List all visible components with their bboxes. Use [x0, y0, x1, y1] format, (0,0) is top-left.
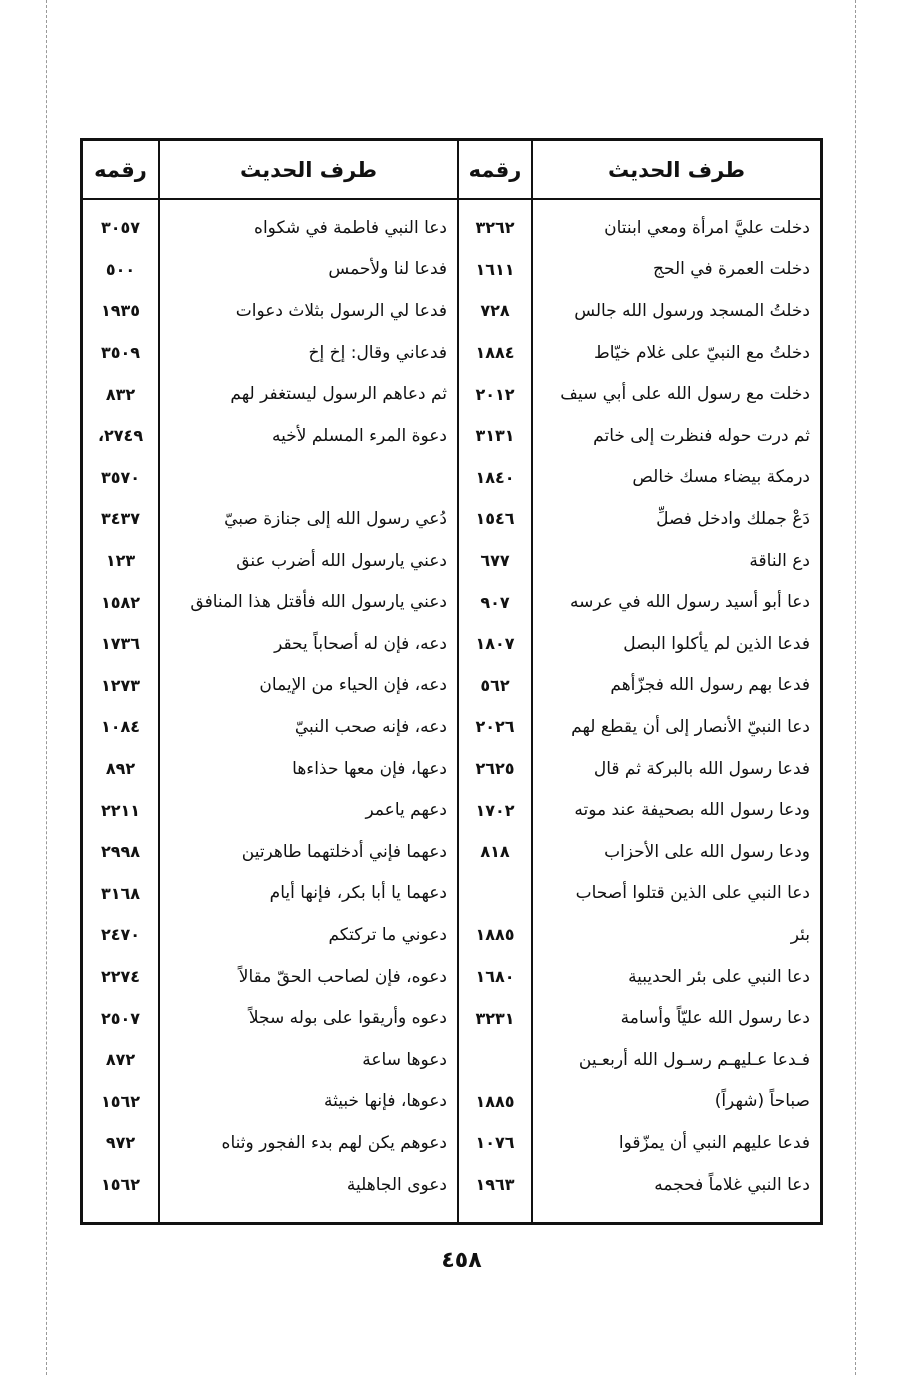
hadith-text-right: دعا أبو أسيد رسول الله في عرسه	[570, 592, 810, 613]
hadith-number-right: ١٨٠٧	[475, 634, 515, 654]
hadith-text-left: دعوى الجاهلية	[346, 1174, 447, 1195]
hadith-number-right: ٢٦٢٥	[475, 759, 515, 779]
page-number: ٤٥٨	[441, 1248, 482, 1273]
hadith-text-left: دعوها ساعة	[362, 1049, 447, 1070]
hadith-text-left	[160, 457, 457, 499]
header-hadith-text-right: طرف الحديث	[608, 157, 746, 182]
hadith-number-left: ١٠٨٤	[100, 717, 141, 737]
hadith-text-left: دعا النبي فاطمة في شكواه	[254, 217, 447, 238]
hadith-number-left: ٢٤٧٠	[100, 925, 141, 945]
table-row	[83, 290, 820, 332]
hadith-text-right: دعا النبي على الذين قتلوا أصحاب	[575, 883, 810, 904]
hadith-text-left: دعني يارسول الله أضرب عنق	[236, 550, 447, 571]
crop-mark-left	[46, 0, 47, 1375]
hadith-text-right: درمكة بيضاء مسك خالص	[632, 467, 810, 488]
hadith-number-left: ٢٥٠٧	[100, 1008, 141, 1028]
table-row	[83, 207, 820, 249]
hadith-number-right: ٢٠٢٦	[475, 717, 515, 737]
table-row	[83, 457, 820, 499]
hadith-text-left: دعني يارسول الله فأقتل هذا المنافق	[190, 592, 447, 613]
table-row	[83, 249, 820, 291]
table-row	[83, 332, 820, 374]
table-row	[83, 373, 820, 415]
table-row	[83, 1164, 820, 1206]
table-row	[83, 956, 820, 998]
table-row	[83, 706, 820, 748]
hadith-number-left: ١٧٣٦	[100, 634, 141, 654]
table-row	[83, 1081, 820, 1123]
header-number-left: رقمه	[94, 157, 147, 182]
hadith-text-left: دعوه وأريقوا على بوله سجلاً	[248, 1008, 447, 1029]
hadith-text-left: دعه، فإن له أصحاباً يحقر	[274, 633, 447, 654]
hadith-text-right: فدعا عليهم النبي أن يمزّقوا	[618, 1132, 810, 1153]
hadith-text-right: دعا رسول الله عليّاً وأسامة	[620, 1008, 810, 1029]
hadith-number-right: ٦٧٧	[480, 551, 510, 571]
table-row	[83, 581, 820, 623]
hadith-text-left: دعوة المرء المسلم لأخيه	[271, 425, 447, 446]
hadith-text-right: فدعا رسول الله بالبركة ثم قال	[593, 758, 810, 779]
hadith-number-left: ١٩٣٥	[100, 301, 141, 321]
hadith-number-right	[459, 1039, 531, 1081]
hadith-number-left: ٢٩٩٨	[100, 842, 141, 862]
table-row	[83, 623, 820, 665]
hadith-text-right: ودعا رسول الله بصحيفة عند موته	[574, 800, 810, 821]
hadith-number-left: ٣٠٥٧	[100, 218, 141, 238]
hadith-text-right: بئر	[790, 924, 810, 945]
hadith-number-right	[459, 873, 531, 915]
hadith-text-right: دخلت عليَّ امرأة ومعي ابنتان	[604, 217, 810, 238]
table-row	[83, 415, 820, 457]
hadith-number-left: ٣١٦٨	[100, 883, 141, 903]
hadith-number-right: ١٨٤٠	[475, 467, 515, 487]
hadith-text-right: ودعا رسول الله على الأحزاب	[604, 841, 810, 862]
hadith-number-left: ٨٩٢	[105, 759, 136, 779]
hadith-text-left: دعوها، فإنها خبيثة	[323, 1091, 447, 1112]
hadith-text-left: ثم دعاهم الرسول ليستغفر لهم	[230, 384, 447, 405]
header-hadith-text-left: طرف الحديث	[240, 157, 378, 182]
hadith-number-left: ١٢٧٣	[100, 675, 141, 695]
hadith-number-left: ٩٧٢	[105, 1133, 136, 1153]
hadith-number-left: ٢٢٧٤	[100, 967, 141, 987]
hadith-number-right: ٣٢٦٢	[475, 218, 515, 238]
hadith-number-left: ١٥٨٢	[100, 592, 141, 612]
table-row	[83, 997, 820, 1039]
hadith-text-right: دخلتُ المسجد ورسول الله جالس	[574, 300, 810, 321]
table-row	[83, 665, 820, 707]
hadith-text-right: دع الناقة	[749, 550, 810, 571]
hadith-number-left: ٨٣٢	[105, 384, 136, 404]
table-row	[83, 540, 820, 582]
hadith-number-left: ٣٥٧٠	[100, 467, 141, 487]
hadith-text-left: دعوني ما تركتكم	[328, 924, 447, 945]
hadith-number-left: ٨٧٢	[105, 1050, 136, 1070]
hadith-number-left: ٢٧٤٩،	[97, 426, 144, 446]
table-row	[83, 873, 820, 915]
hadith-text-right: دعا النبيّ الأنصار إلى أن يقطع لهم	[571, 716, 810, 737]
hadith-text-right: فدعا الذين لم يأكلوا البصل	[623, 633, 810, 654]
hadith-text-right: دخلتُ مع النبيّ على غلام خيّاط	[594, 342, 810, 363]
table-row	[83, 914, 820, 956]
hadith-text-right: دخلت مع رسول الله على أبي سيف	[560, 384, 810, 405]
hadith-text-left: دُعي رسول الله إلى جنازة صبيّ	[224, 508, 447, 529]
hadith-text-left: فدعاني وقال: إخ إخ	[308, 342, 447, 363]
hadith-number-right: ٨١٨	[480, 842, 510, 862]
hadith-number-right: ١٦٨٠	[475, 967, 515, 987]
hadith-text-left: دعها، فإن معها حذاءها	[292, 758, 447, 779]
hadith-number-left: ١٥٦٢	[100, 1175, 141, 1195]
hadith-text-left: دعه، فإنه صحب النبيّ	[294, 716, 447, 737]
hadith-text-left: دعهما يا أبا بكر، فإنها أيام	[269, 883, 447, 904]
hadith-text-right: دعا النبي على بئر الحديبية	[628, 966, 810, 987]
table-row	[83, 748, 820, 790]
hadith-text-right: ثم درت حوله فنظرت إلى خاتم	[593, 425, 810, 446]
table-header	[83, 141, 820, 200]
hadith-text-right: دخلت العمرة في الحج	[653, 259, 810, 280]
hadith-number-left: ١٢٣	[105, 551, 136, 571]
hadith-text-left: دعهم ياعمر	[365, 800, 447, 821]
hadith-number-right: ٢٠١٢	[475, 384, 515, 404]
table-row	[83, 1039, 820, 1081]
hadith-number-right: ٩٠٧	[480, 592, 510, 612]
hadith-number-right: ١٥٤٦	[475, 509, 515, 529]
hadith-number-right: ١٨٨٤	[475, 343, 515, 363]
table-row	[83, 789, 820, 831]
hadith-number-right: ١٩٦٣	[475, 1175, 515, 1195]
table-row	[83, 831, 820, 873]
hadith-number-right: ٧٢٨	[480, 301, 510, 321]
hadith-text-right: دعا النبي غلاماً فحجمه	[654, 1174, 810, 1195]
index-table	[80, 138, 823, 1225]
table-row	[83, 498, 820, 540]
header-number-right: رقمه	[468, 157, 522, 182]
hadith-number-right: ٣١٣١	[475, 426, 515, 446]
hadith-text-left: دعوه، فإن لصاحب الحقّ مقالاً	[238, 966, 447, 987]
hadith-text-left: دعهما فإني أدخلتهما طاهرتين	[241, 841, 447, 862]
hadith-number-right: ١٨٨٥	[475, 1091, 515, 1111]
hadith-text-left: دعوهم يكن لهم بدء الفجور وثناه	[221, 1132, 447, 1153]
hadith-number-right: ١٧٠٢	[475, 800, 515, 820]
hadith-number-left: ٥٠٠	[105, 259, 136, 279]
hadith-number-left: ١٥٦٢	[100, 1091, 141, 1111]
hadith-text-right: دَعْ جملك وادخل فصلِّ	[656, 508, 810, 529]
hadith-number-left: ٢٢١١	[100, 800, 141, 820]
hadith-number-right: ١٦١١	[475, 259, 515, 279]
crop-mark-right	[855, 0, 856, 1375]
table-row	[83, 1122, 820, 1164]
hadith-text-right: فدعا بهم رسول الله فجزّأهم	[610, 675, 810, 696]
hadith-number-right: ١٠٧٦	[475, 1133, 515, 1153]
hadith-text-left: دعه، فإن الحياء من الإيمان	[259, 675, 447, 696]
hadith-number-right: ٣٢٣١	[475, 1008, 515, 1028]
hadith-number-left: ٣٤٣٧	[100, 509, 141, 529]
hadith-text-right: فـدعا عـليهـم رسـول الله أربعـين	[578, 1049, 810, 1070]
hadith-number-right: ٥٦٢	[480, 675, 510, 695]
hadith-number-left: ٣٥٠٩	[100, 343, 141, 363]
hadith-text-left: فدعا لنا ولأحمس	[328, 259, 447, 280]
hadith-text-left: فدعا لي الرسول بثلاث دعوات	[235, 300, 447, 321]
hadith-number-right: ١٨٨٥	[475, 925, 515, 945]
hadith-text-right: صباحاً (شهراً)	[714, 1091, 810, 1112]
